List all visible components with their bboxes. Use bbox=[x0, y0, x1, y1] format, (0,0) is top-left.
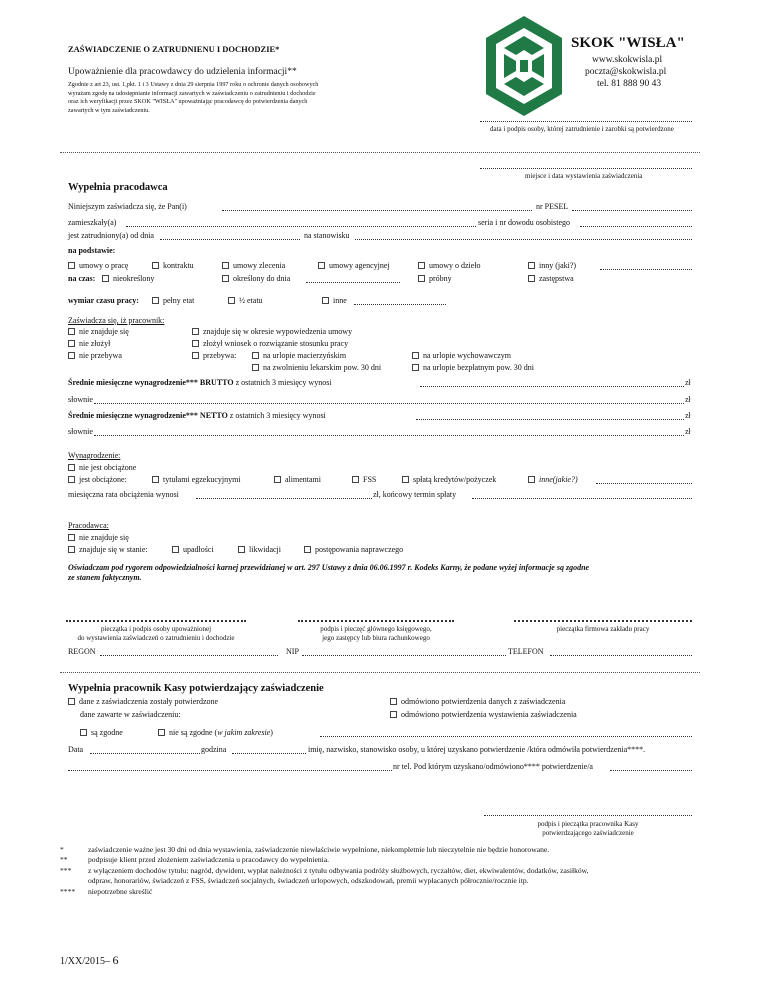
option-label: umowy o dzieło bbox=[429, 261, 481, 270]
option-label: dane z zaświadczenia zostały potwierdzone bbox=[79, 697, 219, 706]
brutto-label-b: *** BRUTTO bbox=[185, 378, 234, 387]
nip-field[interactable] bbox=[302, 655, 506, 656]
currency-label: zł bbox=[685, 378, 691, 387]
kasa-phone-field[interactable] bbox=[610, 770, 692, 771]
installment-field[interactable] bbox=[196, 498, 372, 499]
footnote-mark: **** bbox=[60, 886, 76, 896]
employer-section-heading: Wypełnia pracodawca bbox=[68, 182, 168, 193]
checkbox[interactable] bbox=[68, 546, 75, 553]
consent-text bbox=[68, 81, 318, 115]
footnote-mark: *** bbox=[60, 865, 72, 875]
checkbox[interactable] bbox=[390, 698, 397, 705]
consent-line: zawartych w tym zaświadczeniu. bbox=[68, 106, 150, 114]
id-number-field[interactable] bbox=[580, 226, 692, 227]
checkbox[interactable] bbox=[228, 297, 235, 304]
footnote bbox=[60, 876, 589, 886]
option-label: tytułami egzekucyjnymi bbox=[163, 475, 241, 484]
status-wypowiedzenie[interactable] bbox=[192, 327, 352, 337]
option-label: spłatą kredytów/pożyczek bbox=[413, 475, 497, 484]
option-label: nie znajduje się bbox=[79, 327, 129, 336]
option-label: są zgodne bbox=[91, 728, 123, 737]
address-field[interactable] bbox=[126, 226, 476, 227]
option-label: umowy zlecenia bbox=[233, 261, 286, 270]
checkbox[interactable] bbox=[68, 340, 75, 347]
footnotes bbox=[60, 845, 589, 897]
option-label: jest obciążone: bbox=[79, 475, 127, 484]
consent-line: wyrażam zgodę na udostępnianie informacji zawartych w zaświadczeniu o zatrudnieniu i dochodzie bbox=[68, 89, 316, 97]
employed-since-label: jest zatrudniony(a) od dnia bbox=[68, 231, 154, 240]
option-label: w jakim zakresie bbox=[217, 728, 271, 737]
option-label: nieokreślony bbox=[113, 274, 155, 283]
prac-naprawczego[interactable] bbox=[304, 545, 403, 555]
netto-field[interactable] bbox=[416, 419, 684, 420]
checkbox[interactable] bbox=[412, 364, 419, 371]
installment-label: miesięczna rata obciążenia wynosi bbox=[68, 490, 179, 499]
salary-encumbrance-heading: Wynagrodzenie: bbox=[68, 451, 121, 460]
option-label: nie jest obciążone bbox=[79, 463, 137, 472]
wyn-fss[interactable] bbox=[352, 475, 376, 485]
status-macierzynski[interactable] bbox=[252, 351, 346, 361]
checkbox[interactable] bbox=[152, 262, 159, 269]
company-email: poczta@skokwisla.pl bbox=[585, 67, 667, 77]
option-umowa-o-dzielo[interactable] bbox=[418, 261, 481, 271]
checkbox[interactable] bbox=[68, 698, 75, 705]
footnote-mark: * bbox=[60, 845, 64, 854]
option-label: na urlopie wychowawczym bbox=[423, 351, 511, 360]
footnote bbox=[60, 855, 589, 865]
kasa-person-field[interactable] bbox=[68, 770, 392, 771]
checkbox[interactable] bbox=[274, 476, 281, 483]
checkbox[interactable] bbox=[172, 546, 179, 553]
id-number-label: seria i nr dowodu osobistego bbox=[478, 218, 570, 227]
caption-line: potwierdzającego zaświadczenie bbox=[542, 828, 634, 837]
discrepancy-field[interactable] bbox=[320, 736, 692, 737]
other-working-time-field[interactable] bbox=[354, 304, 446, 305]
option-label: złożył wniosek o rozwiązanie stosunku pracy bbox=[203, 339, 349, 348]
kasa-zgodne[interactable] bbox=[80, 728, 123, 738]
option-label: na zwolnieniu lekarskim pow. 30 dni bbox=[263, 363, 382, 372]
working-time-label: wymiar czasu pracy: bbox=[68, 296, 139, 305]
netto-label-a: Średnie miesięczne wynagrodzenie bbox=[68, 411, 186, 420]
brutto-label bbox=[68, 378, 332, 388]
status-bezplatnym[interactable] bbox=[412, 363, 534, 373]
footnote-mark: ** bbox=[60, 855, 68, 865]
option-label: postępowania naprawczego bbox=[315, 545, 404, 554]
prac-upadlosci[interactable] bbox=[172, 545, 214, 555]
caption-line: jego zastępcy lub biura rachunkowego bbox=[322, 633, 430, 642]
consent-line: oraz ich weryfikacji przez SKOK "WISŁA" upoważniając pracodawcę do potwierdzenia danych bbox=[68, 98, 308, 106]
declaration-line: Oświadczam pod rygorem odpowiedzialności karnej przewidzianej w art. 297 Ustawy z dnia 06.06.1997 r. Kodeks Karny, że podane wyżej informacje są zgodne bbox=[68, 563, 590, 572]
checkbox[interactable] bbox=[80, 729, 87, 736]
checkbox[interactable] bbox=[192, 352, 199, 359]
company-stamp-line[interactable] bbox=[514, 620, 692, 622]
company-name: SKOK "WISŁA" bbox=[571, 35, 685, 51]
option-label: umowy agencyjnej bbox=[329, 261, 390, 270]
end-term-label: zł, końcowy termin spłaty bbox=[373, 490, 457, 499]
option-label: nie przebywa bbox=[79, 351, 122, 360]
client-signature-caption: data i podpis osoby, której zatrudnienie i zarobki są potwierdzone bbox=[490, 125, 674, 133]
footnote bbox=[60, 845, 589, 855]
option-kontrakt[interactable] bbox=[152, 261, 194, 271]
option-label: ) bbox=[270, 728, 273, 737]
kasa-section-heading: Wypełnia pracownik Kasy potwierdzający zaświadczenie bbox=[68, 683, 324, 694]
caption-line: podpis i pieczęć głównego księgowego, bbox=[320, 625, 432, 633]
employee-name-label: Niniejszym zaświadcza się, że Pan(i) bbox=[68, 202, 187, 211]
place-date-line[interactable] bbox=[480, 168, 692, 169]
checkbox[interactable] bbox=[352, 476, 359, 483]
authorized-signature-line[interactable] bbox=[66, 620, 246, 622]
company-phone: tel. 81 888 90 43 bbox=[597, 79, 662, 89]
kasa-date-field[interactable] bbox=[90, 753, 200, 754]
option-label: przebywa: bbox=[203, 351, 237, 360]
brutto-words-label: słownie bbox=[68, 395, 93, 404]
option-label: ½ etatu bbox=[239, 296, 263, 305]
form-code-text: 1/XX/2015 bbox=[60, 956, 105, 967]
option-umowa-zlecenia[interactable] bbox=[222, 261, 285, 271]
employer-status-heading: Pracodawca: bbox=[68, 521, 109, 530]
checkbox[interactable] bbox=[68, 476, 75, 483]
netto-label-b: *** NETTO bbox=[185, 411, 228, 420]
declaration-text bbox=[68, 563, 698, 583]
declaration-line: ze stanem faktycznym. bbox=[68, 573, 142, 582]
status-wychowawczym[interactable] bbox=[412, 351, 511, 361]
prac-likwidacji[interactable] bbox=[238, 545, 281, 555]
option-label: nie złożył bbox=[79, 339, 111, 348]
option-label: alimentami bbox=[285, 475, 321, 484]
status-nie-znajduje[interactable] bbox=[68, 327, 129, 337]
netto-words-field[interactable] bbox=[94, 435, 684, 436]
kasa-signature-line[interactable] bbox=[484, 815, 692, 816]
option-pelny-etat[interactable] bbox=[152, 296, 194, 306]
prac-znajduje[interactable] bbox=[68, 545, 148, 555]
telefon-field[interactable] bbox=[550, 655, 692, 656]
option-okreslony[interactable] bbox=[222, 274, 290, 284]
option-label: likwidacji bbox=[249, 545, 281, 554]
regon-field[interactable] bbox=[100, 655, 278, 656]
option-label: na urlopie bezpłatnym pow. 30 dni bbox=[423, 363, 535, 372]
kasa-hour-label: godzina bbox=[201, 745, 227, 754]
netto-label-c: z ostatnich 3 miesięcy wynosi bbox=[229, 411, 326, 420]
option-label: odmówiono potwierdzenia danych z zaświadczenia bbox=[401, 697, 566, 706]
option-label: odmówiono potwierdzenia wystawienia zaświadczenia bbox=[401, 710, 577, 719]
wyn-nie-obciazone[interactable] bbox=[68, 463, 136, 473]
checkbox[interactable] bbox=[152, 476, 159, 483]
end-date-field[interactable] bbox=[306, 282, 400, 283]
footnote-text: zaświadczenie ważne jest 30 dni od dnia wystawienia, zaświadczenie niewłaściwie wypełnione, niekompletnie lub nieczytelnie nie będzie honorowane. bbox=[88, 845, 550, 854]
status-przebywa[interactable] bbox=[192, 351, 236, 361]
wyn-egzekucyjnymi[interactable] bbox=[152, 475, 241, 485]
position-label: na stanowisku bbox=[304, 231, 350, 240]
authorization-heading: Upoważnienie dla pracowdawcy do udzielenia informacji** bbox=[68, 67, 297, 77]
option-zastepstwa[interactable] bbox=[528, 274, 574, 284]
option-probny[interactable] bbox=[418, 274, 452, 284]
kasa-potwierdzone[interactable] bbox=[68, 697, 218, 707]
status-lekarskim[interactable] bbox=[252, 363, 381, 373]
employee-status-heading: Zaświadcza się, iż pracownik: bbox=[68, 316, 165, 325]
kasa-odmowiono-wystawienie[interactable] bbox=[390, 710, 577, 720]
document-title: ZAŚWIADCZENIE O ZATRUDNIENU I DOCHODZIE* bbox=[68, 44, 280, 54]
status-nie-przebywa[interactable] bbox=[68, 351, 122, 361]
checkbox[interactable] bbox=[68, 352, 75, 359]
checkbox[interactable] bbox=[252, 364, 259, 371]
kasa-niezgodne[interactable] bbox=[158, 728, 273, 738]
brutto-label-c: z ostatnich 3 miesięcy wynosi bbox=[235, 378, 332, 387]
employee-name-field[interactable] bbox=[222, 210, 532, 211]
currency-label: zł bbox=[685, 411, 691, 420]
checkbox[interactable] bbox=[528, 476, 535, 483]
footnote-text: podpisuje klient przed złożeniem zaświadczenia u pracodawcy do wypełnienia. bbox=[88, 855, 330, 865]
nip-label: NIP bbox=[286, 647, 299, 656]
place-date-caption: miejsce i data wystawienia zaświadczenia bbox=[525, 172, 643, 180]
option-label: zastępstwa bbox=[539, 274, 574, 283]
checkbox[interactable] bbox=[322, 297, 329, 304]
checkbox[interactable] bbox=[192, 340, 199, 347]
option-inny[interactable] bbox=[528, 261, 576, 271]
checkbox[interactable] bbox=[418, 275, 425, 282]
option-label: inne(jakie?) bbox=[539, 475, 578, 484]
option-umowa-o-prace[interactable] bbox=[68, 261, 128, 271]
checkbox[interactable] bbox=[252, 352, 259, 359]
checkbox[interactable] bbox=[102, 275, 109, 282]
employed-since-field[interactable] bbox=[160, 239, 300, 240]
option-label: określony do dnia bbox=[233, 274, 291, 283]
netto-label bbox=[68, 411, 326, 421]
netto-words-label: słownie bbox=[68, 427, 93, 436]
checkbox[interactable] bbox=[68, 464, 75, 471]
telefon-label: TELEFON bbox=[508, 647, 544, 656]
checkbox[interactable] bbox=[528, 275, 535, 282]
company-stamp-caption: pieczątka firmowa zakładu pracy bbox=[556, 625, 650, 633]
pesel-field[interactable] bbox=[572, 210, 692, 211]
currency-label: zł bbox=[685, 395, 691, 404]
accountant-signature-line[interactable] bbox=[298, 620, 454, 622]
option-label: FSS bbox=[363, 475, 377, 484]
checkbox[interactable] bbox=[412, 352, 419, 359]
address-label: zamieszkały(a) bbox=[68, 218, 117, 227]
footnote-text: niepotrzebne skreślić bbox=[88, 886, 153, 896]
option-label: pełny etat bbox=[163, 296, 195, 305]
kasa-data-label: dane zawarte w zaświadczeniu: bbox=[80, 710, 181, 719]
prac-nie-znajduje[interactable] bbox=[68, 533, 129, 543]
checkbox[interactable] bbox=[402, 476, 409, 483]
option-label: nie znajduje się bbox=[79, 533, 129, 542]
option-label: próbny bbox=[429, 274, 452, 283]
option-inne[interactable] bbox=[322, 296, 347, 306]
skok-wisla-logo bbox=[482, 14, 566, 118]
option-label: upadłości bbox=[183, 545, 214, 554]
basis-label: na podstawie: bbox=[68, 246, 116, 255]
consent-line: Zgodnie z art 23, ust. 1,pkt. 1 i 3 Ustawy z dnia 29 sierpnia 1997 roku o ochronie danych osobowych bbox=[68, 81, 319, 88]
company-website: www.skokwisla.pl bbox=[592, 55, 663, 65]
option-label: umowy o pracę bbox=[79, 261, 129, 270]
footnote-text: odpraw, honorariów, świadczeń z FSS, świadczeń socjalnych, świadczeń urlopowych, odszkodowań, premii wypłacanych półrocznie/rocznie itp. bbox=[88, 876, 529, 886]
status-nie-zlozyl[interactable] bbox=[68, 339, 110, 349]
brutto-label-a: Średnie miesięczne wynagrodzenie bbox=[68, 378, 186, 387]
duration-label: na czas: bbox=[68, 274, 96, 283]
regon-label: REGON bbox=[68, 647, 96, 656]
kasa-signature-caption bbox=[484, 820, 692, 838]
kasa-person-label: imię, nazwisko, stanowisko osoby, u której uzyskano potwierdzenie /która odmówiła potwierdzenia****. bbox=[308, 745, 646, 754]
accountant-signature-caption bbox=[290, 625, 462, 643]
checkbox[interactable] bbox=[304, 546, 311, 553]
checkbox[interactable] bbox=[68, 262, 75, 269]
footnote bbox=[60, 866, 589, 876]
other-encumbrance-field[interactable] bbox=[596, 483, 692, 484]
footnote bbox=[60, 887, 589, 897]
option-label: znajduje się w okresie wypowiedzenia umowy bbox=[203, 327, 353, 336]
wyn-obciazone[interactable] bbox=[68, 475, 127, 485]
pesel-label: nr PESEL bbox=[536, 202, 569, 211]
divider bbox=[60, 152, 700, 153]
option-label: kontraktu bbox=[163, 261, 194, 270]
option-nieokreslony[interactable] bbox=[102, 274, 154, 284]
checkbox[interactable] bbox=[192, 328, 199, 335]
option-label: inne bbox=[333, 296, 347, 305]
brutto-field[interactable] bbox=[420, 386, 684, 387]
wyn-inne[interactable] bbox=[528, 475, 578, 485]
footnote-text: z wyłączeniem dochodów tytułu: nagród, dywident, wypłat należności z tytułu odbywania podróży służbowych, ryczałtów, diet, ekwiwalentów, dodatków, zasiłków, bbox=[88, 865, 589, 875]
position-field[interactable] bbox=[355, 239, 692, 240]
option-label: znajduje się w stanie: bbox=[79, 545, 148, 554]
option-label: nie są zgodne ( bbox=[169, 728, 218, 737]
checkbox[interactable] bbox=[222, 275, 229, 282]
wyn-alimentami[interactable] bbox=[274, 475, 321, 485]
checkbox[interactable] bbox=[390, 711, 397, 718]
caption-line: podpis i pieczątka pracownika Kasy bbox=[537, 820, 639, 828]
checkbox[interactable] bbox=[238, 546, 245, 553]
option-pol-etatu[interactable] bbox=[228, 296, 263, 306]
page-number: 6 bbox=[112, 953, 119, 967]
end-term-field[interactable] bbox=[472, 498, 692, 499]
kasa-odmowiono-dane[interactable] bbox=[390, 697, 565, 707]
checkbox[interactable] bbox=[418, 262, 425, 269]
checkbox[interactable] bbox=[528, 262, 535, 269]
checkbox[interactable] bbox=[158, 729, 165, 736]
checkbox[interactable] bbox=[222, 262, 229, 269]
option-label: na urlopie macierzyńskim bbox=[263, 351, 347, 360]
kasa-hour-field[interactable] bbox=[232, 753, 306, 754]
option-label: inny (jaki?) bbox=[539, 261, 577, 270]
currency-label: zł bbox=[685, 427, 691, 436]
client-signature-line[interactable] bbox=[480, 121, 692, 122]
checkbox[interactable] bbox=[318, 262, 325, 269]
caption-line: pieczątka i podpis osoby upoważnionej bbox=[100, 625, 212, 633]
form-code: 1/XX/2015– 6 bbox=[60, 953, 119, 967]
checkbox[interactable] bbox=[68, 534, 75, 541]
divider bbox=[60, 672, 700, 673]
kasa-date-label: Data bbox=[68, 745, 84, 754]
caption-line: do wystawienia zaświadczeń o zatrudnieniu i dochodzie bbox=[77, 633, 235, 642]
wyn-kredytow[interactable] bbox=[402, 475, 496, 485]
status-wniosek[interactable] bbox=[192, 339, 348, 349]
option-umowa-agencyjna[interactable] bbox=[318, 261, 390, 271]
kasa-phone-label: nr tel. Pod którym uzyskano/odmówiono**** potwierdzenie/a bbox=[393, 762, 593, 771]
brutto-words-field[interactable] bbox=[94, 403, 684, 404]
authorized-signature-caption bbox=[58, 625, 254, 643]
checkbox[interactable] bbox=[68, 328, 75, 335]
checkbox[interactable] bbox=[152, 297, 159, 304]
other-contract-field[interactable] bbox=[600, 269, 692, 270]
